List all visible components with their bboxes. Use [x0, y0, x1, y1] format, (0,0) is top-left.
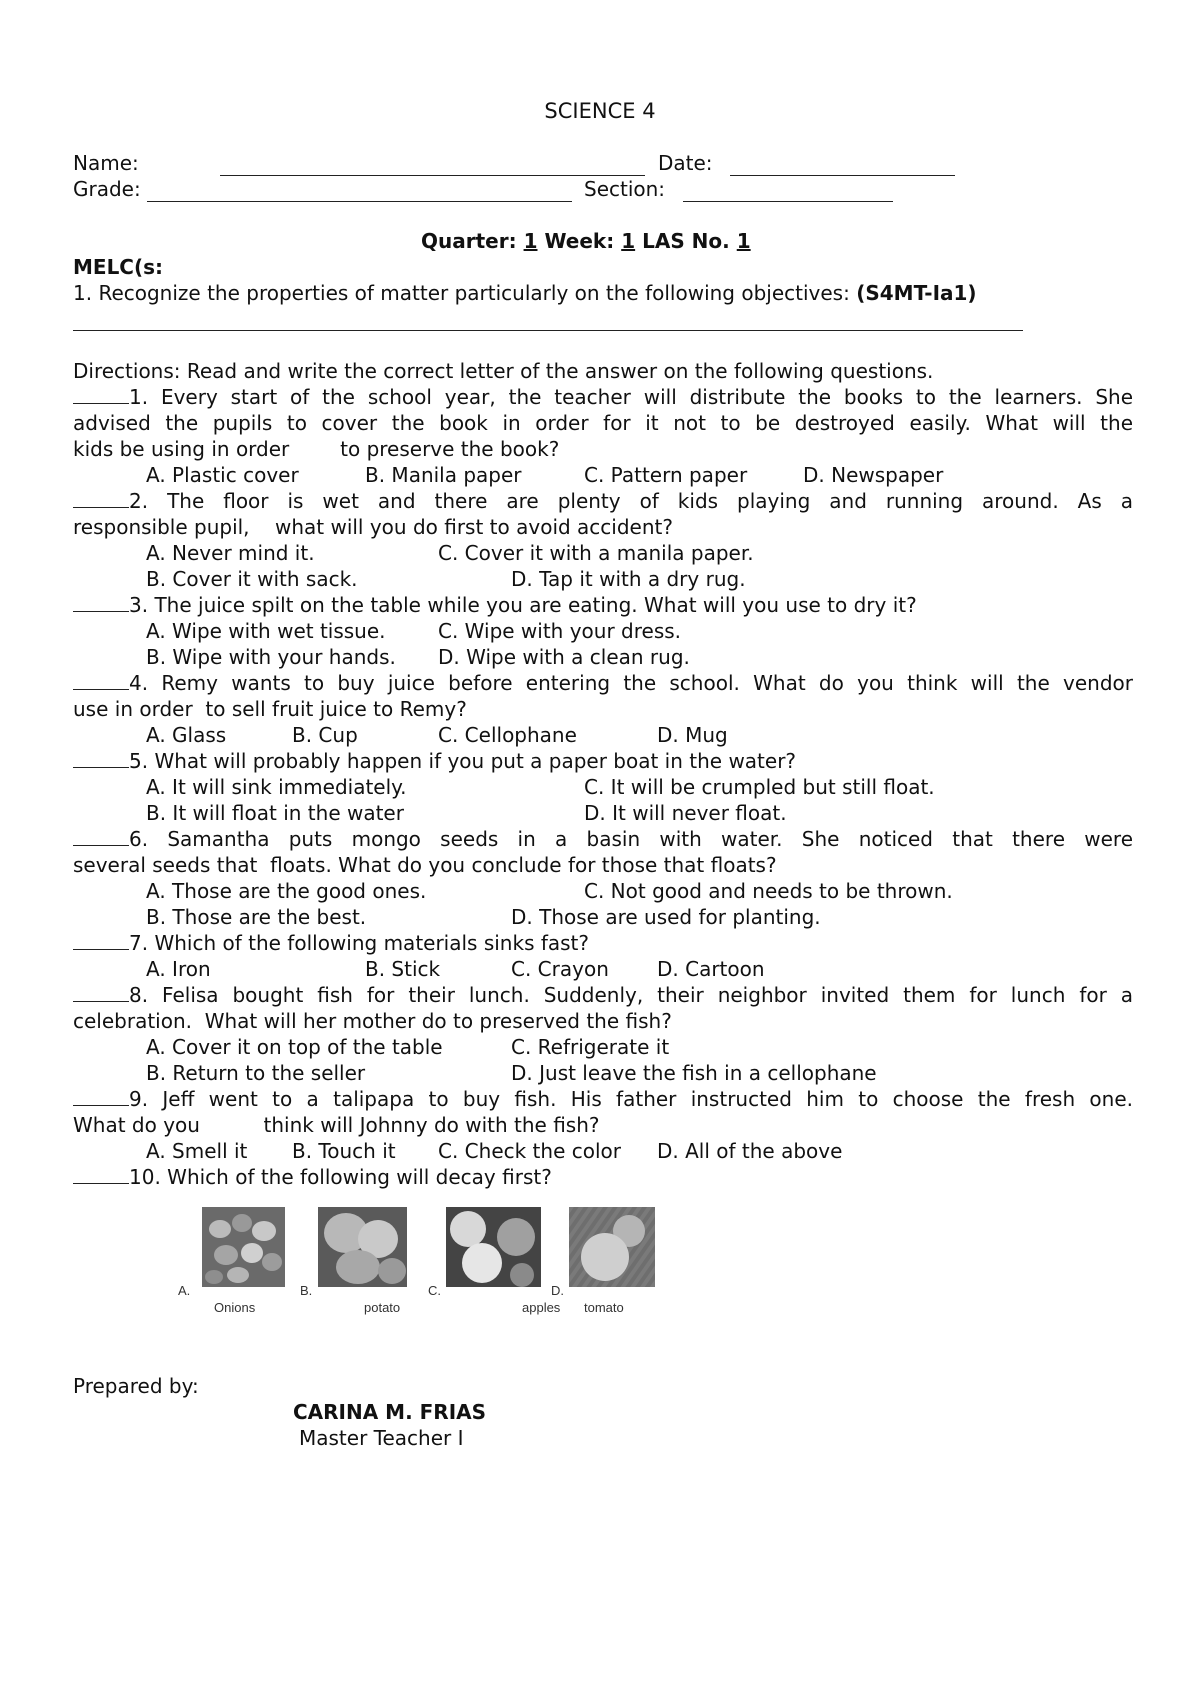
question-2-line-1: 2. The floor is wet and there are plenty of kids playing and running around. As a	[73, 488, 1133, 514]
week-label: Week:	[544, 229, 615, 253]
q3-choice-c: C. Wipe with your dress.	[438, 619, 682, 643]
question-1-line-1: 1. Every start of the school year, the teacher will distribute the books to the learners. She	[73, 384, 1133, 410]
question-9-line-1: 9. Jeff went to a talipapa to buy fish. His father instructed him to choose the fresh one.	[73, 1086, 1133, 1112]
tomato-image	[569, 1207, 655, 1287]
caption-tomato: tomato	[584, 1300, 624, 1315]
date-label: Date:	[658, 151, 713, 175]
q1-choice-b: B. Manila paper	[365, 463, 522, 487]
answer-blank[interactable]	[73, 827, 129, 846]
preparer-name: CARINA M. FRIAS	[293, 1400, 487, 1424]
las-label: LAS No.	[642, 229, 730, 253]
answer-blank[interactable]	[73, 593, 129, 612]
q5-choice-d: D. It will never float.	[584, 801, 787, 825]
grade-label: Grade:	[73, 177, 141, 201]
question-6-line-2: several seeds that floats. What do you conclude for those that floats?	[73, 853, 777, 877]
q8-choice-a: A. Cover it on top of the table	[146, 1035, 443, 1059]
q9-choice-d: D. All of the above	[657, 1139, 843, 1163]
q2-choice-c: C. Cover it with a manila paper.	[438, 541, 754, 565]
grade-line	[147, 201, 572, 202]
q1-choice-c: C. Pattern paper	[584, 463, 748, 487]
q3-choice-a: A. Wipe with wet tissue.	[146, 619, 386, 643]
q5-choice-b: B. It will float in the water	[146, 801, 404, 825]
melc-code: (S4MT-Ia1)	[856, 281, 977, 305]
caption-potato: potato	[364, 1300, 401, 1315]
answer-blank[interactable]	[73, 489, 129, 508]
q6-choice-c: C. Not good and needs to be thrown.	[584, 879, 953, 903]
q4-choice-d: D. Mug	[657, 723, 728, 747]
question-1-line-2: advised the pupils to cover the book in order for it not to be destroyed easily. What will the	[73, 411, 1133, 435]
question-2-line-2: responsible pupil, what will you do first to avoid accident?	[73, 515, 673, 539]
q7-choice-b: B. Stick	[365, 957, 441, 981]
q9-choice-b: B. Touch it	[292, 1139, 396, 1163]
directions: Directions: Read and write the correct letter of the answer on the following questions.	[73, 359, 934, 383]
quarter-line	[421, 228, 751, 254]
image-letter-a: A.	[178, 1283, 191, 1298]
caption-apples: apples	[522, 1300, 561, 1315]
q8-choice-d: D. Just leave the fish in a cellophane	[511, 1061, 877, 1085]
q2-choice-b: B. Cover it with sack.	[146, 567, 358, 591]
q6-choice-a: A. Those are the good ones.	[146, 879, 427, 903]
section-label: Section:	[584, 177, 666, 201]
question-10-line-1: 10. Which of the following will decay first?	[73, 1164, 552, 1190]
q8-choice-c: C. Refrigerate it	[511, 1035, 670, 1059]
date-line	[730, 175, 955, 176]
apples-image	[446, 1207, 541, 1287]
q3-choice-d: D. Wipe with a clean rug.	[438, 645, 690, 669]
q6-choice-d: D. Those are used for planting.	[511, 905, 821, 929]
caption-onions: Onions	[214, 1300, 256, 1315]
quarter-label: Quarter:	[421, 229, 517, 253]
question-4-line-1: 4. Remy wants to buy juice before entering the school. What do you think will the vendor	[73, 670, 1133, 696]
prepared-by-label: Prepared by:	[73, 1374, 199, 1398]
q7-choice-a: A. Iron	[146, 957, 211, 981]
answer-blank[interactable]	[73, 931, 129, 950]
image-letter-c: C.	[428, 1283, 441, 1298]
question-8-line-2: celebration. What will her mother do to preserved the fish?	[73, 1009, 672, 1033]
q7-choice-c: C. Crayon	[511, 957, 609, 981]
q2-choice-a: A. Never mind it.	[146, 541, 315, 565]
divider	[73, 330, 1023, 331]
answer-blank[interactable]	[73, 749, 129, 768]
question-7-line-1: 7. Which of the following materials sinks fast?	[73, 930, 589, 956]
q9-choice-c: C. Check the color	[438, 1139, 621, 1163]
melc-objective: 1. Recognize the properties of matter particularly on the following objectives:	[73, 281, 850, 305]
q4-choice-c: C. Cellophane	[438, 723, 577, 747]
q4-choice-a: A. Glass	[146, 723, 227, 747]
q5-choice-a: A. It will sink immediately.	[146, 775, 407, 799]
image-letter-d: D.	[551, 1283, 564, 1298]
q2-choice-d: D. Tap it with a dry rug.	[511, 567, 746, 591]
las-value: 1	[736, 229, 751, 253]
quarter-value: 1	[523, 229, 538, 253]
q5-choice-c: C. It will be crumpled but still float.	[584, 775, 935, 799]
q1-choice-d: D. Newspaper	[803, 463, 944, 487]
potato-image	[318, 1207, 407, 1287]
melc-objective-line	[73, 280, 977, 306]
week-value: 1	[621, 229, 636, 253]
melc-heading: MELC(s:	[73, 255, 164, 279]
answer-blank[interactable]	[73, 983, 129, 1002]
answer-blank[interactable]	[73, 671, 129, 690]
q7-choice-d: D. Cartoon	[657, 957, 765, 981]
answer-blank[interactable]	[73, 1087, 129, 1106]
name-line	[220, 175, 645, 176]
q9-choice-a: A. Smell it	[146, 1139, 248, 1163]
name-label: Name:	[73, 151, 139, 175]
q3-choice-b: B. Wipe with your hands.	[146, 645, 396, 669]
answer-blank[interactable]	[73, 385, 129, 404]
q8-choice-b: B. Return to the seller	[146, 1061, 366, 1085]
question-4-line-2: use in order to sell fruit juice to Remy?	[73, 697, 467, 721]
image-letter-b: B.	[300, 1283, 313, 1298]
section-line	[683, 201, 893, 202]
question-5-line-1: 5. What will probably happen if you put a paper boat in the water?	[73, 748, 796, 774]
question-3-line-1: 3. The juice spilt on the table while you are eating. What will you use to dry it?	[73, 592, 917, 618]
q6-choice-b: B. Those are the best.	[146, 905, 367, 929]
onions-image	[202, 1207, 285, 1287]
answer-blank[interactable]	[73, 1165, 129, 1184]
question-8-line-1: 8. Felisa bought fish for their lunch. Suddenly, their neighbor invited them for lunch for a	[73, 982, 1133, 1008]
question-9-line-2: What do you think will Johnny do with the fish?	[73, 1113, 600, 1137]
q4-choice-b: B. Cup	[292, 723, 358, 747]
question-6-line-1: 6. Samantha puts mongo seeds in a basin with water. She noticed that there were	[73, 826, 1133, 852]
page-title: SCIENCE 4	[544, 99, 656, 123]
preparer-position: Master Teacher I	[299, 1426, 464, 1450]
q1-choice-a: A. Plastic cover	[146, 463, 299, 487]
question-1-line-3: kids be using in order to preserve the book?	[73, 437, 560, 461]
